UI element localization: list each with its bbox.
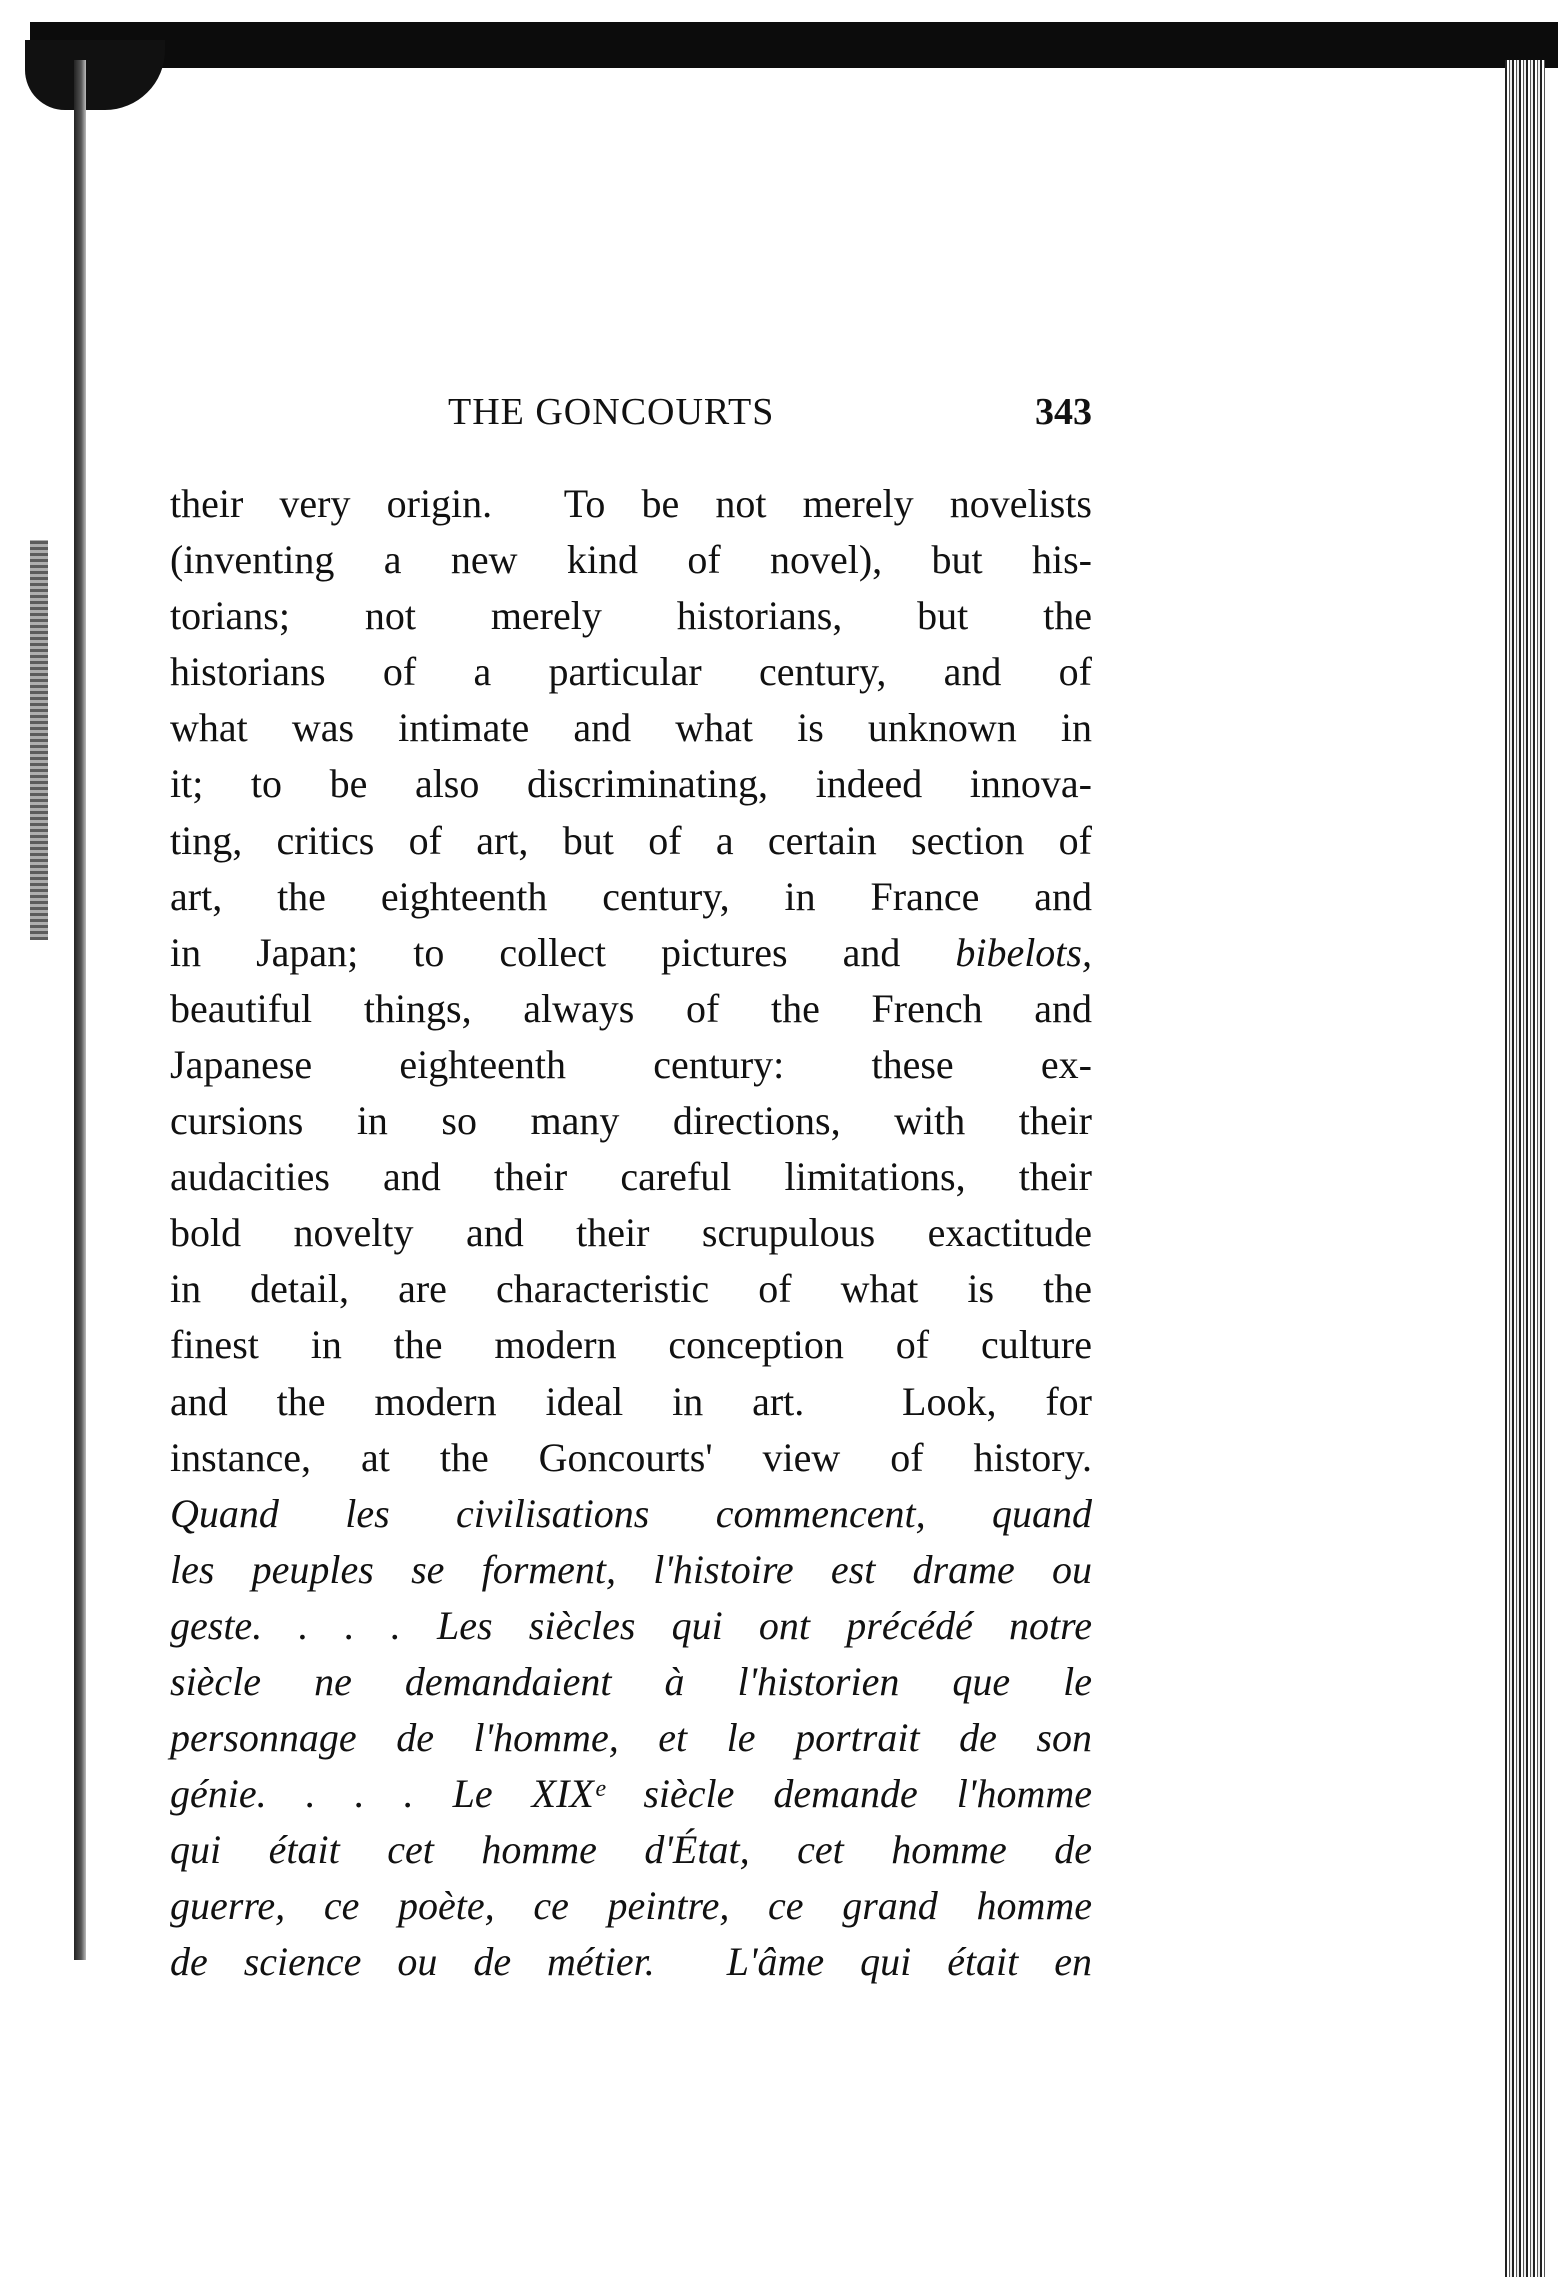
text-line <box>170 1093 1092 1149</box>
text-line <box>170 869 1092 925</box>
text-line <box>170 1598 1092 1654</box>
text-segment: cursions in so many directions, with their <box>170 1098 1092 1144</box>
text-line <box>170 700 1092 756</box>
text-segment: torians; not merely historians, but the <box>170 593 1092 639</box>
text-line <box>170 1205 1092 1261</box>
scan-left-binding <box>30 540 48 940</box>
italic-text: bibelots, <box>955 929 1092 975</box>
text-segment: ting, critics of art, but of a certain section of <box>170 817 1092 863</box>
text-line <box>170 1486 1092 1542</box>
text-line <box>170 1822 1092 1878</box>
text-line <box>170 1374 1092 1430</box>
text-segment: and the modern ideal in art. Look, for <box>170 1378 1092 1424</box>
italic-text: Quand les civilisations commencent, quand <box>170 1490 1092 1536</box>
text-line <box>170 1037 1092 1093</box>
text-segment: in detail, are characteristic of what is the <box>170 1266 1092 1312</box>
text-line <box>170 588 1092 644</box>
text-line <box>170 813 1092 869</box>
text-line <box>170 1766 1092 1822</box>
text-line <box>170 1542 1092 1598</box>
text-segment: finest in the modern conception of culture <box>170 1322 1092 1368</box>
italic-text: génie. . . . Le XIXᵉ siècle demande l'homme <box>170 1771 1092 1817</box>
text-line <box>170 981 1092 1037</box>
text-line <box>170 1710 1092 1766</box>
text-segment: bold novelty and their scrupulous exactitude <box>170 1210 1092 1256</box>
text-segment: audacities and their careful limitations, their <box>170 1154 1092 1200</box>
text-line <box>170 644 1092 700</box>
text-segment: Japanese eighteenth century: these ex- <box>170 1041 1092 1087</box>
text-line <box>170 476 1092 532</box>
page-number: 343 <box>1035 391 1092 433</box>
text-line <box>170 1934 1092 1990</box>
text-line <box>170 1149 1092 1205</box>
running-title: THE GONCOURTS <box>448 391 775 433</box>
text-line <box>170 756 1092 812</box>
text-line <box>170 1317 1092 1373</box>
italic-text: geste. . . . Les siècles qui ont précédé notre <box>170 1602 1092 1648</box>
text-segment: (inventing a new kind of novel), but his- <box>170 537 1092 583</box>
text-segment: historians of a particular century, and of <box>170 649 1092 695</box>
italic-text: les peuples se forment, l'histoire est drame ou <box>170 1546 1092 1592</box>
text-segment: it; to be also discriminating, indeed innova- <box>170 761 1092 807</box>
text-line <box>170 1430 1092 1486</box>
scan-left-edge <box>74 60 86 1960</box>
text-line <box>170 532 1092 588</box>
text-segment: instance, at the Goncourts' view of history. <box>170 1434 1092 1480</box>
scan-right-edge <box>1505 60 1545 2277</box>
text-segment: beautiful things, always of the French and <box>170 985 1092 1031</box>
italic-text: siècle ne demandaient à l'historien que le <box>170 1658 1092 1704</box>
text-segment: what was intimate and what is unknown in <box>170 705 1092 751</box>
italic-text: guerre, ce poète, ce peintre, ce grand homme <box>170 1883 1092 1929</box>
page-header <box>448 390 1092 440</box>
text-segment: art, the eighteenth century, in France and <box>170 873 1092 919</box>
italic-text: qui était cet homme d'État, cet homme de <box>170 1827 1092 1873</box>
text-segment: their very origin. To be not merely novelists <box>170 481 1092 526</box>
italic-text: personnage de l'homme, et le portrait de son <box>170 1715 1092 1761</box>
scan-ink-blot <box>25 40 165 110</box>
italic-text: de science ou de métier. L'âme qui était en <box>170 1939 1092 1985</box>
text-line <box>170 1878 1092 1934</box>
text-line <box>170 925 1092 981</box>
text-line <box>170 1261 1092 1317</box>
text-line <box>170 1654 1092 1710</box>
scan-top-edge <box>30 22 1558 68</box>
body-text <box>170 476 1092 1991</box>
text-segment: in Japan; to collect pictures and <box>170 929 956 975</box>
